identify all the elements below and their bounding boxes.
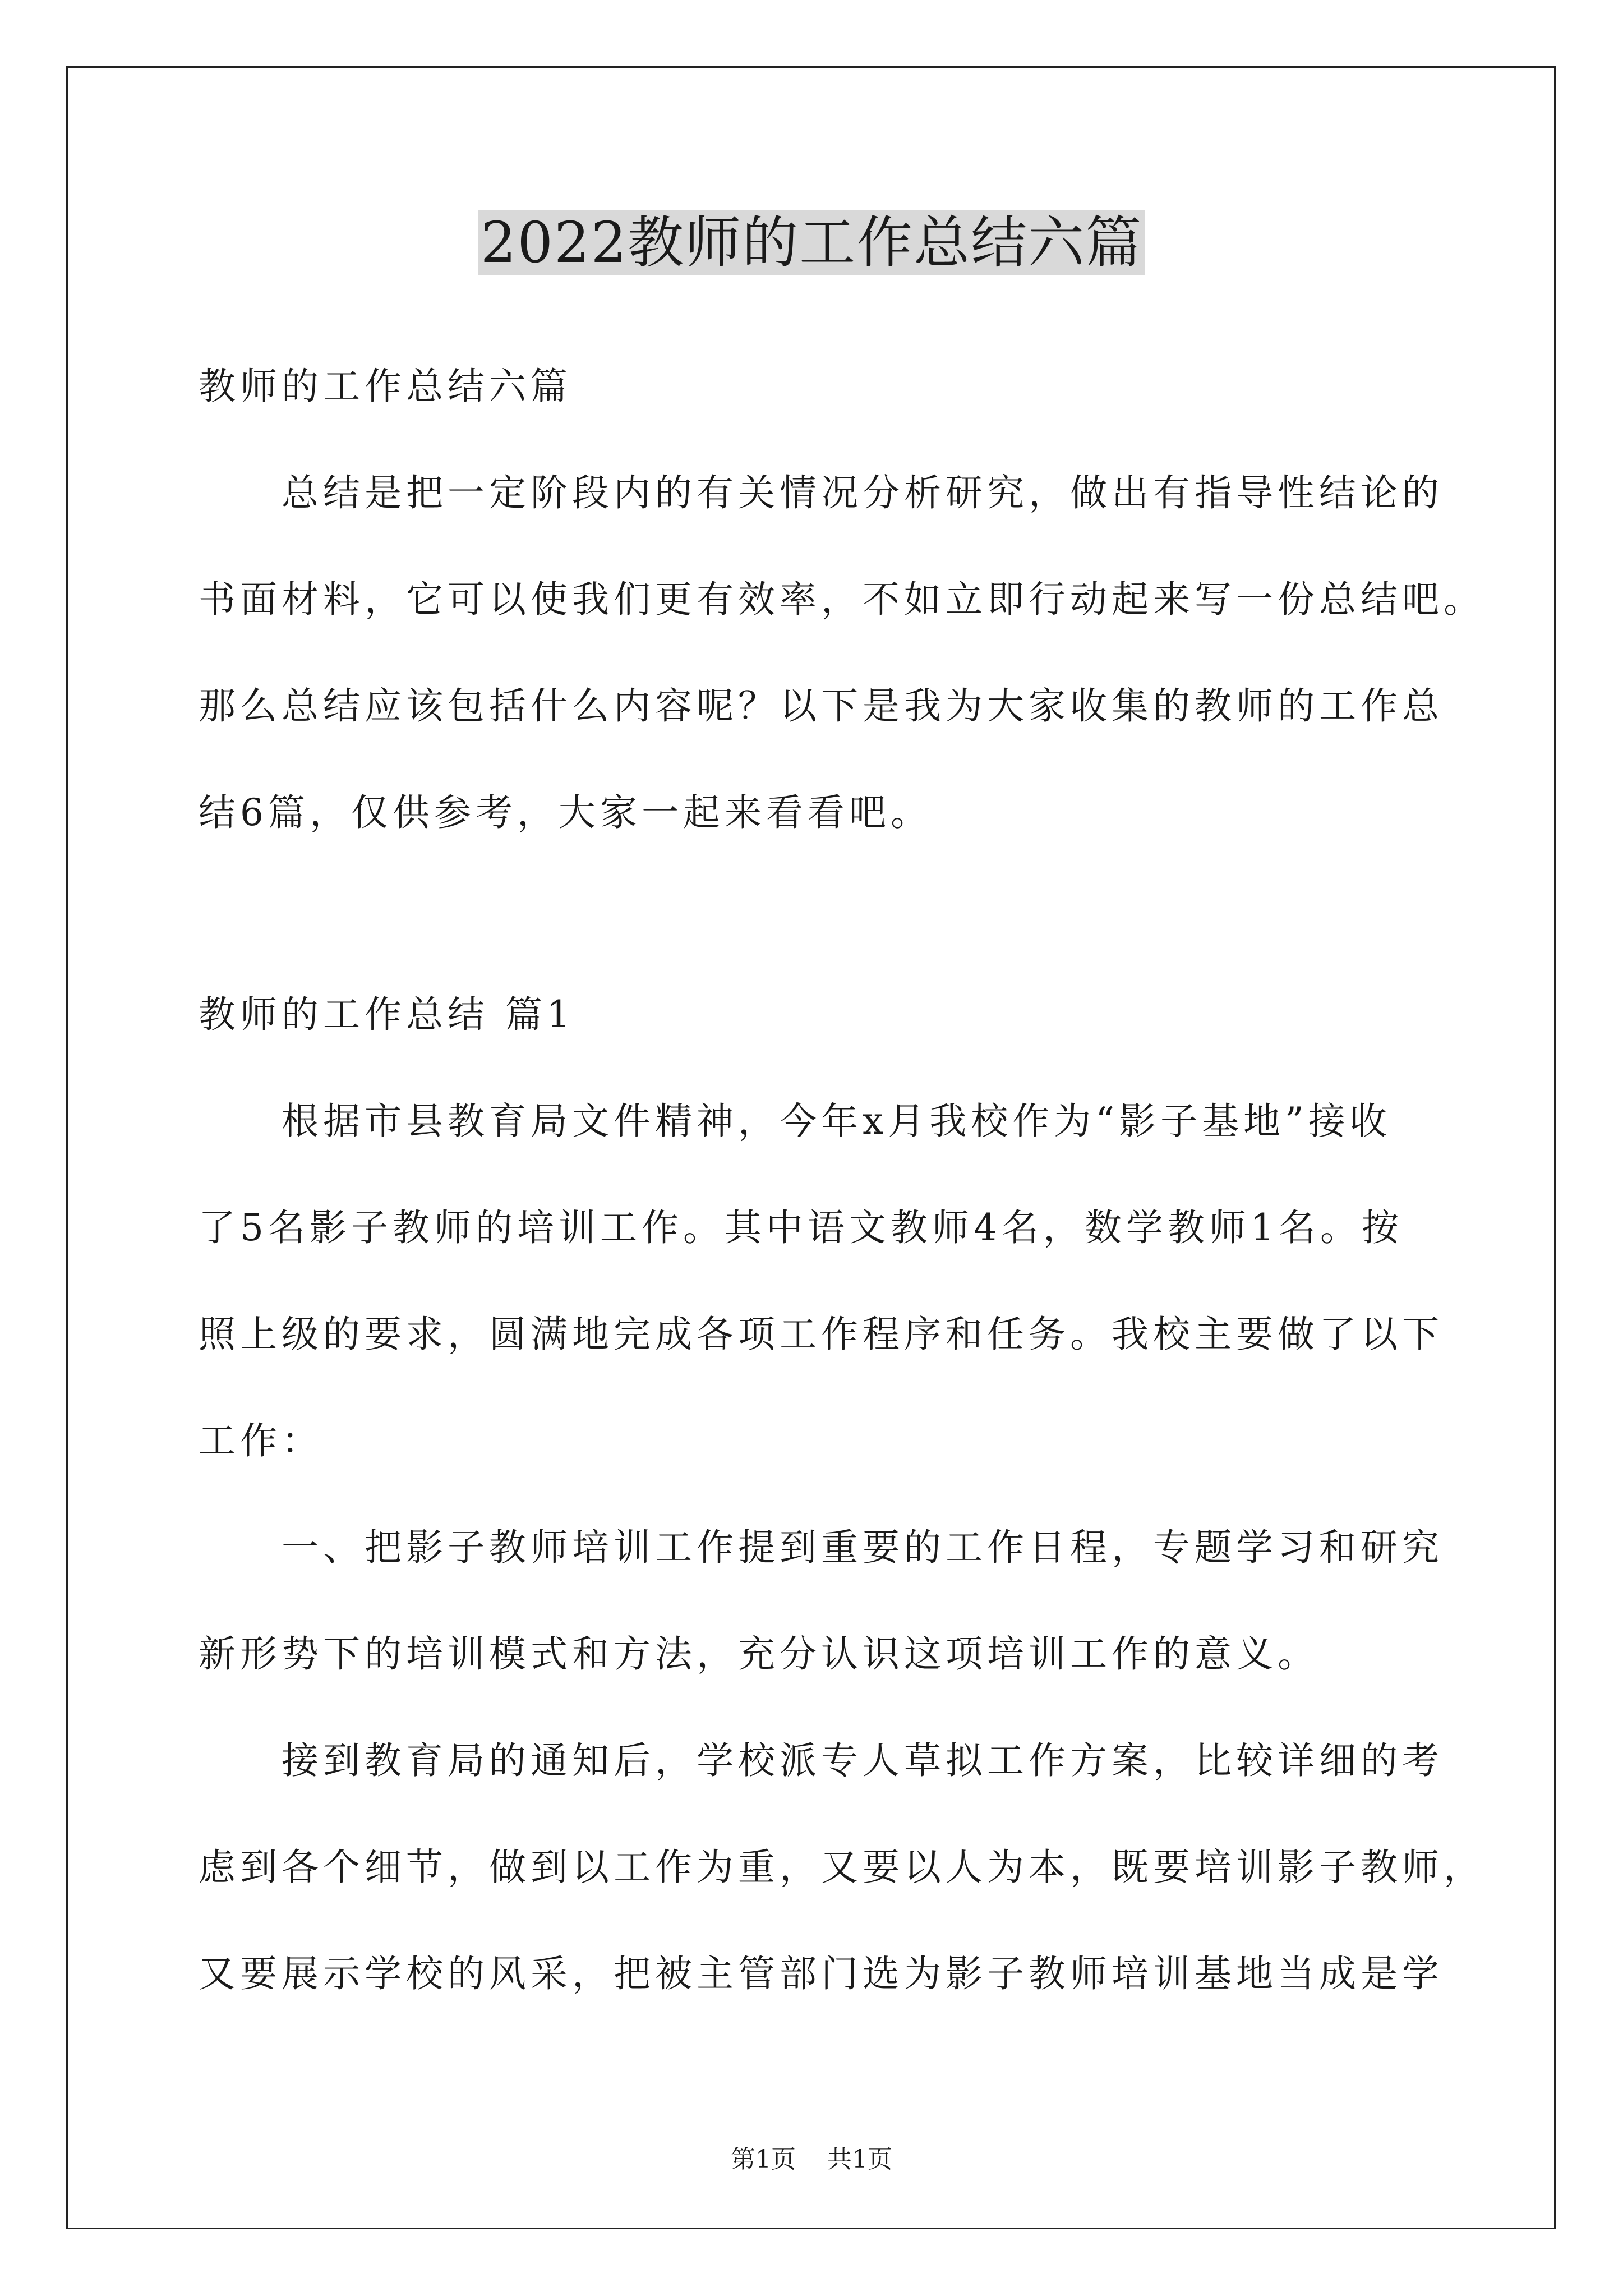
paragraph-line: 照上级的要求，圆满地完成各项工作程序和任务。我校主要做了以下 [199,1313,1444,1356]
intro-line: 那么总结应该包括什么内容呢？以下是我为大家收集的教师的工作总 [199,684,1444,728]
body-paragraph-1 [199,1068,1444,1494]
page-number-current: 第1页 [731,2145,796,2174]
paragraph-line: 又要展示学校的风采，把被主管部门选为影子教师培训基地当成是学 [199,1952,1444,1995]
paragraph-line: 接到教育局的通知后，学校派专人草拟工作方案，比较详细的考 [282,1739,1444,1782]
intro-line: 结6篇，仅供参考，大家一起来看看吧。 [199,791,932,834]
body-paragraph-2 [199,1494,1444,1708]
section-heading [199,961,1427,1068]
paragraph-line: 根据市县教育局文件精神，今年x月我校作为“影子基地”接收 [282,1099,1391,1143]
intro-line: 总结是把一定阶段内的有关情况分析研究，做出有指导性结论的 [282,471,1444,514]
page-number-total: 共1页 [827,2145,892,2174]
paragraph-line: 新形势下的培训模式和方法，充分认识这项培训工作的意义。 [199,1632,1319,1676]
paragraph-line: 虑到各个细节，做到以工作为重，又要以人为本，既要培训影子教师， [199,1846,1485,1889]
paragraph-line: 一、把影子教师培训工作提到重要的工作日程，专题学习和研究 [282,1526,1444,1569]
document-title [0,206,1623,279]
intro-paragraph [199,440,1485,866]
page-footer [0,2143,1623,2177]
section-heading-text: 教师的工作总结 篇1 [199,993,575,1036]
subtitle-line: 教师的工作总结六篇 [199,365,572,408]
paragraph-line: 工作： [199,1419,323,1462]
document-title-text: 2022教师的工作总结六篇 [478,210,1145,275]
body-paragraph-3 [199,1708,1485,2027]
intro-line: 书面材料，它可以使我们更有效率，不如立即行动起来写一份总结吧。 [199,578,1485,621]
document-subtitle [199,333,1427,440]
paragraph-line: 了5名影子教师的培训工作。其中语文教师4名，数学教师1名。按 [199,1206,1403,1249]
